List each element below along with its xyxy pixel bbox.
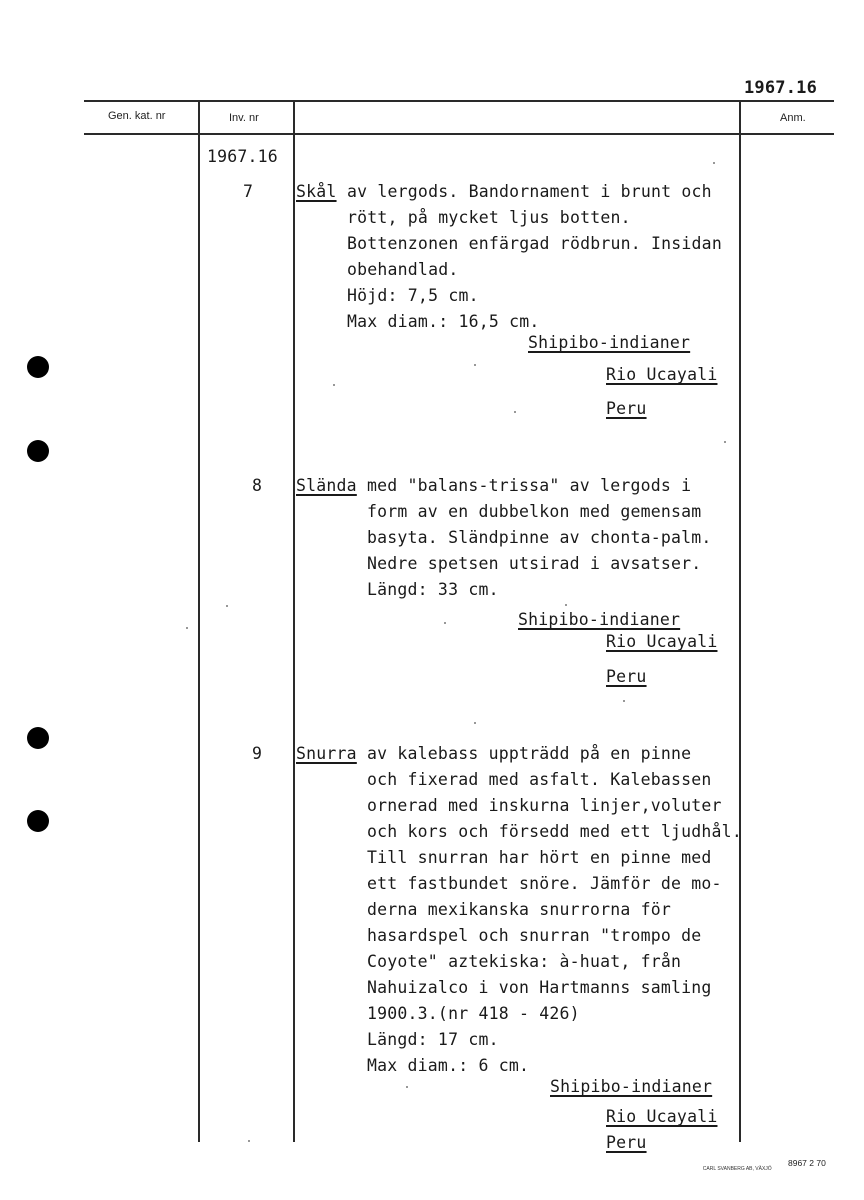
header-rule-bottom — [84, 133, 834, 135]
header-rule-top — [84, 100, 834, 102]
entry-text-line: Coyote" aztekiska: à-huat, från — [367, 952, 682, 971]
column-divider-inv — [293, 100, 295, 1142]
entry-number: 9 — [252, 744, 263, 763]
scan-speck — [248, 1140, 250, 1142]
printer-name: CARL SVANBERG AB, VÄXJÖ — [702, 1166, 772, 1172]
entry-text-line: Bottenzonen enfärgad rödbrun. Insidan — [347, 234, 722, 253]
scan-speck — [444, 622, 446, 624]
entry-text-line: med "balans-trissa" av lergods i — [367, 476, 692, 495]
entry-text-line: obehandlad. — [347, 260, 459, 279]
scan-speck — [333, 384, 335, 386]
entry-text-line: ett fastbundet snöre. Jämför de mo- — [367, 874, 722, 893]
entry-number: 8 — [252, 476, 263, 495]
entry-text-line: Längd: 17 cm. — [367, 1030, 499, 1049]
entry-text-line: ornerad med inskurna linjer,voluter — [367, 796, 722, 815]
column-header-gen-kat: Gen. kat. nr — [108, 110, 166, 122]
accession-number-top: 1967.16 — [744, 78, 818, 98]
printer-imprint — [700, 1160, 772, 1172]
entry-text-line: av lergods. Bandornament i brunt och — [347, 182, 712, 201]
entry-people: Shipibo-indianer — [518, 610, 681, 629]
scan-speck — [186, 627, 188, 629]
entry-river: Rio Ucayali — [606, 1107, 718, 1126]
scan-speck — [474, 364, 476, 366]
form-code: 8967 2 70 — [788, 1158, 826, 1168]
entry-text-line: Höjd: 7,5 cm. — [347, 286, 479, 305]
entry-people: Shipibo-indianer — [528, 333, 691, 352]
entry-text-line: Längd: 33 cm. — [367, 580, 499, 599]
entry-number: 7 — [243, 182, 254, 201]
entry-text-line: rött, på mycket ljus botten. — [347, 208, 631, 227]
entry-country: Peru — [606, 667, 647, 686]
entry-country: Peru — [606, 1133, 647, 1152]
entry-country: Peru — [606, 399, 647, 418]
entry-river: Rio Ucayali — [606, 632, 718, 651]
scan-speck — [623, 700, 625, 702]
scan-speck — [226, 605, 228, 607]
column-header-anm: Anm. — [780, 112, 806, 124]
entry-text-line: av kalebass uppträdd på en pinne — [367, 744, 692, 763]
column-divider-gen — [198, 100, 200, 1142]
entry-people: Shipibo-indianer — [550, 1077, 713, 1096]
entry-text-line: Nahuizalco i von Hartmanns samling — [367, 978, 712, 997]
entry-title: Snurra — [296, 744, 357, 763]
entry-text-line: basyta. Sländpinne av chonta-palm. — [367, 528, 712, 547]
entry-text-line: Till snurran har hört en pinne med — [367, 848, 712, 867]
column-divider-anm — [739, 100, 741, 1142]
punch-hole — [27, 356, 49, 378]
entry-river: Rio Ucayali — [606, 365, 718, 384]
column-header-inv: Inv. nr — [229, 112, 259, 124]
punch-hole — [27, 727, 49, 749]
entry-text-line: Max diam.: 16,5 cm. — [347, 312, 540, 331]
entry-text-line: form av en dubbelkon med gemensam — [367, 502, 702, 521]
entry-title: Slända — [296, 476, 357, 495]
entry-text-line: och fixerad med asfalt. Kalebassen — [367, 770, 712, 789]
entry-text-line: 1900.3.(nr 418 - 426) — [367, 1004, 580, 1023]
scan-speck — [565, 604, 567, 606]
entry-title: Skål — [296, 182, 337, 201]
entry-text-line: derna mexikanska snurrorna för — [367, 900, 672, 919]
punch-hole — [27, 440, 49, 462]
entry-text-line: och kors och försedd med ett ljudhål. — [367, 822, 742, 841]
scan-speck — [514, 411, 516, 413]
entry-text-line: Nedre spetsen utsirad i avsatser. — [367, 554, 702, 573]
scan-speck — [724, 441, 726, 443]
batch-label: 1967.16 — [207, 147, 278, 166]
scan-speck — [406, 1086, 408, 1088]
scan-speck — [713, 162, 715, 164]
punch-hole — [27, 810, 49, 832]
entry-text-line: Max diam.: 6 cm. — [367, 1056, 530, 1075]
entry-text-line: hasardspel och snurran "trompo de — [367, 926, 702, 945]
scan-speck — [474, 722, 476, 724]
